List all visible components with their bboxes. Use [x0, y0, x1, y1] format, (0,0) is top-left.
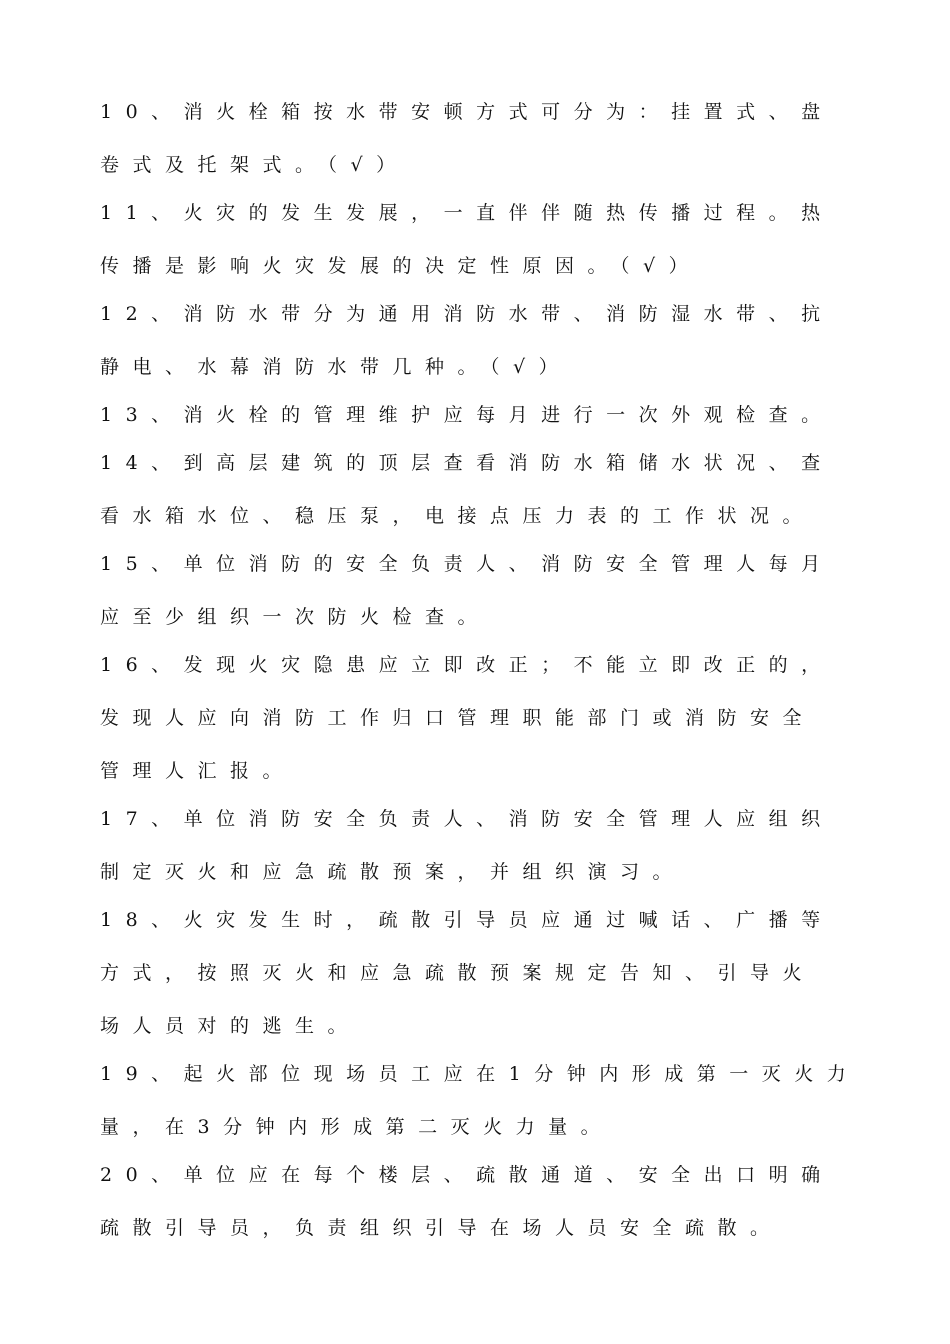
- text-line: 12、消防水带分为通用消防水带、消防湿水带、抗: [100, 303, 834, 325]
- text-line: 传播是影响火灾发展的决定性原因。（√）: [100, 255, 702, 277]
- text-line: 19、起火部位现场员工应在1分钟内形成第一灭火力: [100, 1063, 860, 1085]
- text-line: 量，在3分钟内形成第二灭火力量。: [100, 1116, 614, 1138]
- text-line: 14、到高层建筑的顶层查看消防水箱储水状况、查: [100, 452, 834, 474]
- text-line: 16、发现火灾隐患应立即改正；不能立即改正的，: [100, 654, 834, 676]
- text-line: 13、消火栓的管理维护应每月进行一次外观检查。: [100, 404, 834, 426]
- text-line: 15、单位消防的安全负责人、消防安全管理人每月: [100, 553, 834, 575]
- text-line: 静电、水幕消防水带几种。（√）: [100, 356, 572, 378]
- text-line: 10、消火栓箱按水带安顿方式可分为：挂置式、盘: [100, 101, 834, 123]
- text-line: 发现人应向消防工作归口管理职能部门或消防安全: [100, 707, 816, 729]
- text-line: 方式，按照灭火和应急疏散预案规定告知、引导火: [100, 962, 816, 984]
- text-line: 11、火灾的发生发展，一直伴伴随热传播过程。热: [100, 202, 834, 224]
- text-line: 应至少组织一次防火检查。: [100, 606, 491, 628]
- text-line: 场人员对的逃生。: [100, 1015, 361, 1037]
- text-line: 管理人汇报。: [100, 760, 296, 782]
- text-line: 制定灭火和应急疏散预案，并组织演习。: [100, 861, 686, 883]
- text-line: 看水箱水位、稳压泵，电接点压力表的工作状况。: [100, 505, 816, 527]
- text-line: 卷式及托架式。（√）: [100, 154, 409, 176]
- text-line: 20、单位应在每个楼层、疏散通道、安全出口明确: [100, 1164, 834, 1186]
- text-line: 疏散引导员，负责组织引导在场人员安全疏散。: [100, 1217, 783, 1239]
- text-line: 17、单位消防安全负责人、消防安全管理人应组织: [100, 808, 834, 830]
- text-line: 18、火灾发生时，疏散引导员应通过喊话、广播等: [100, 909, 834, 931]
